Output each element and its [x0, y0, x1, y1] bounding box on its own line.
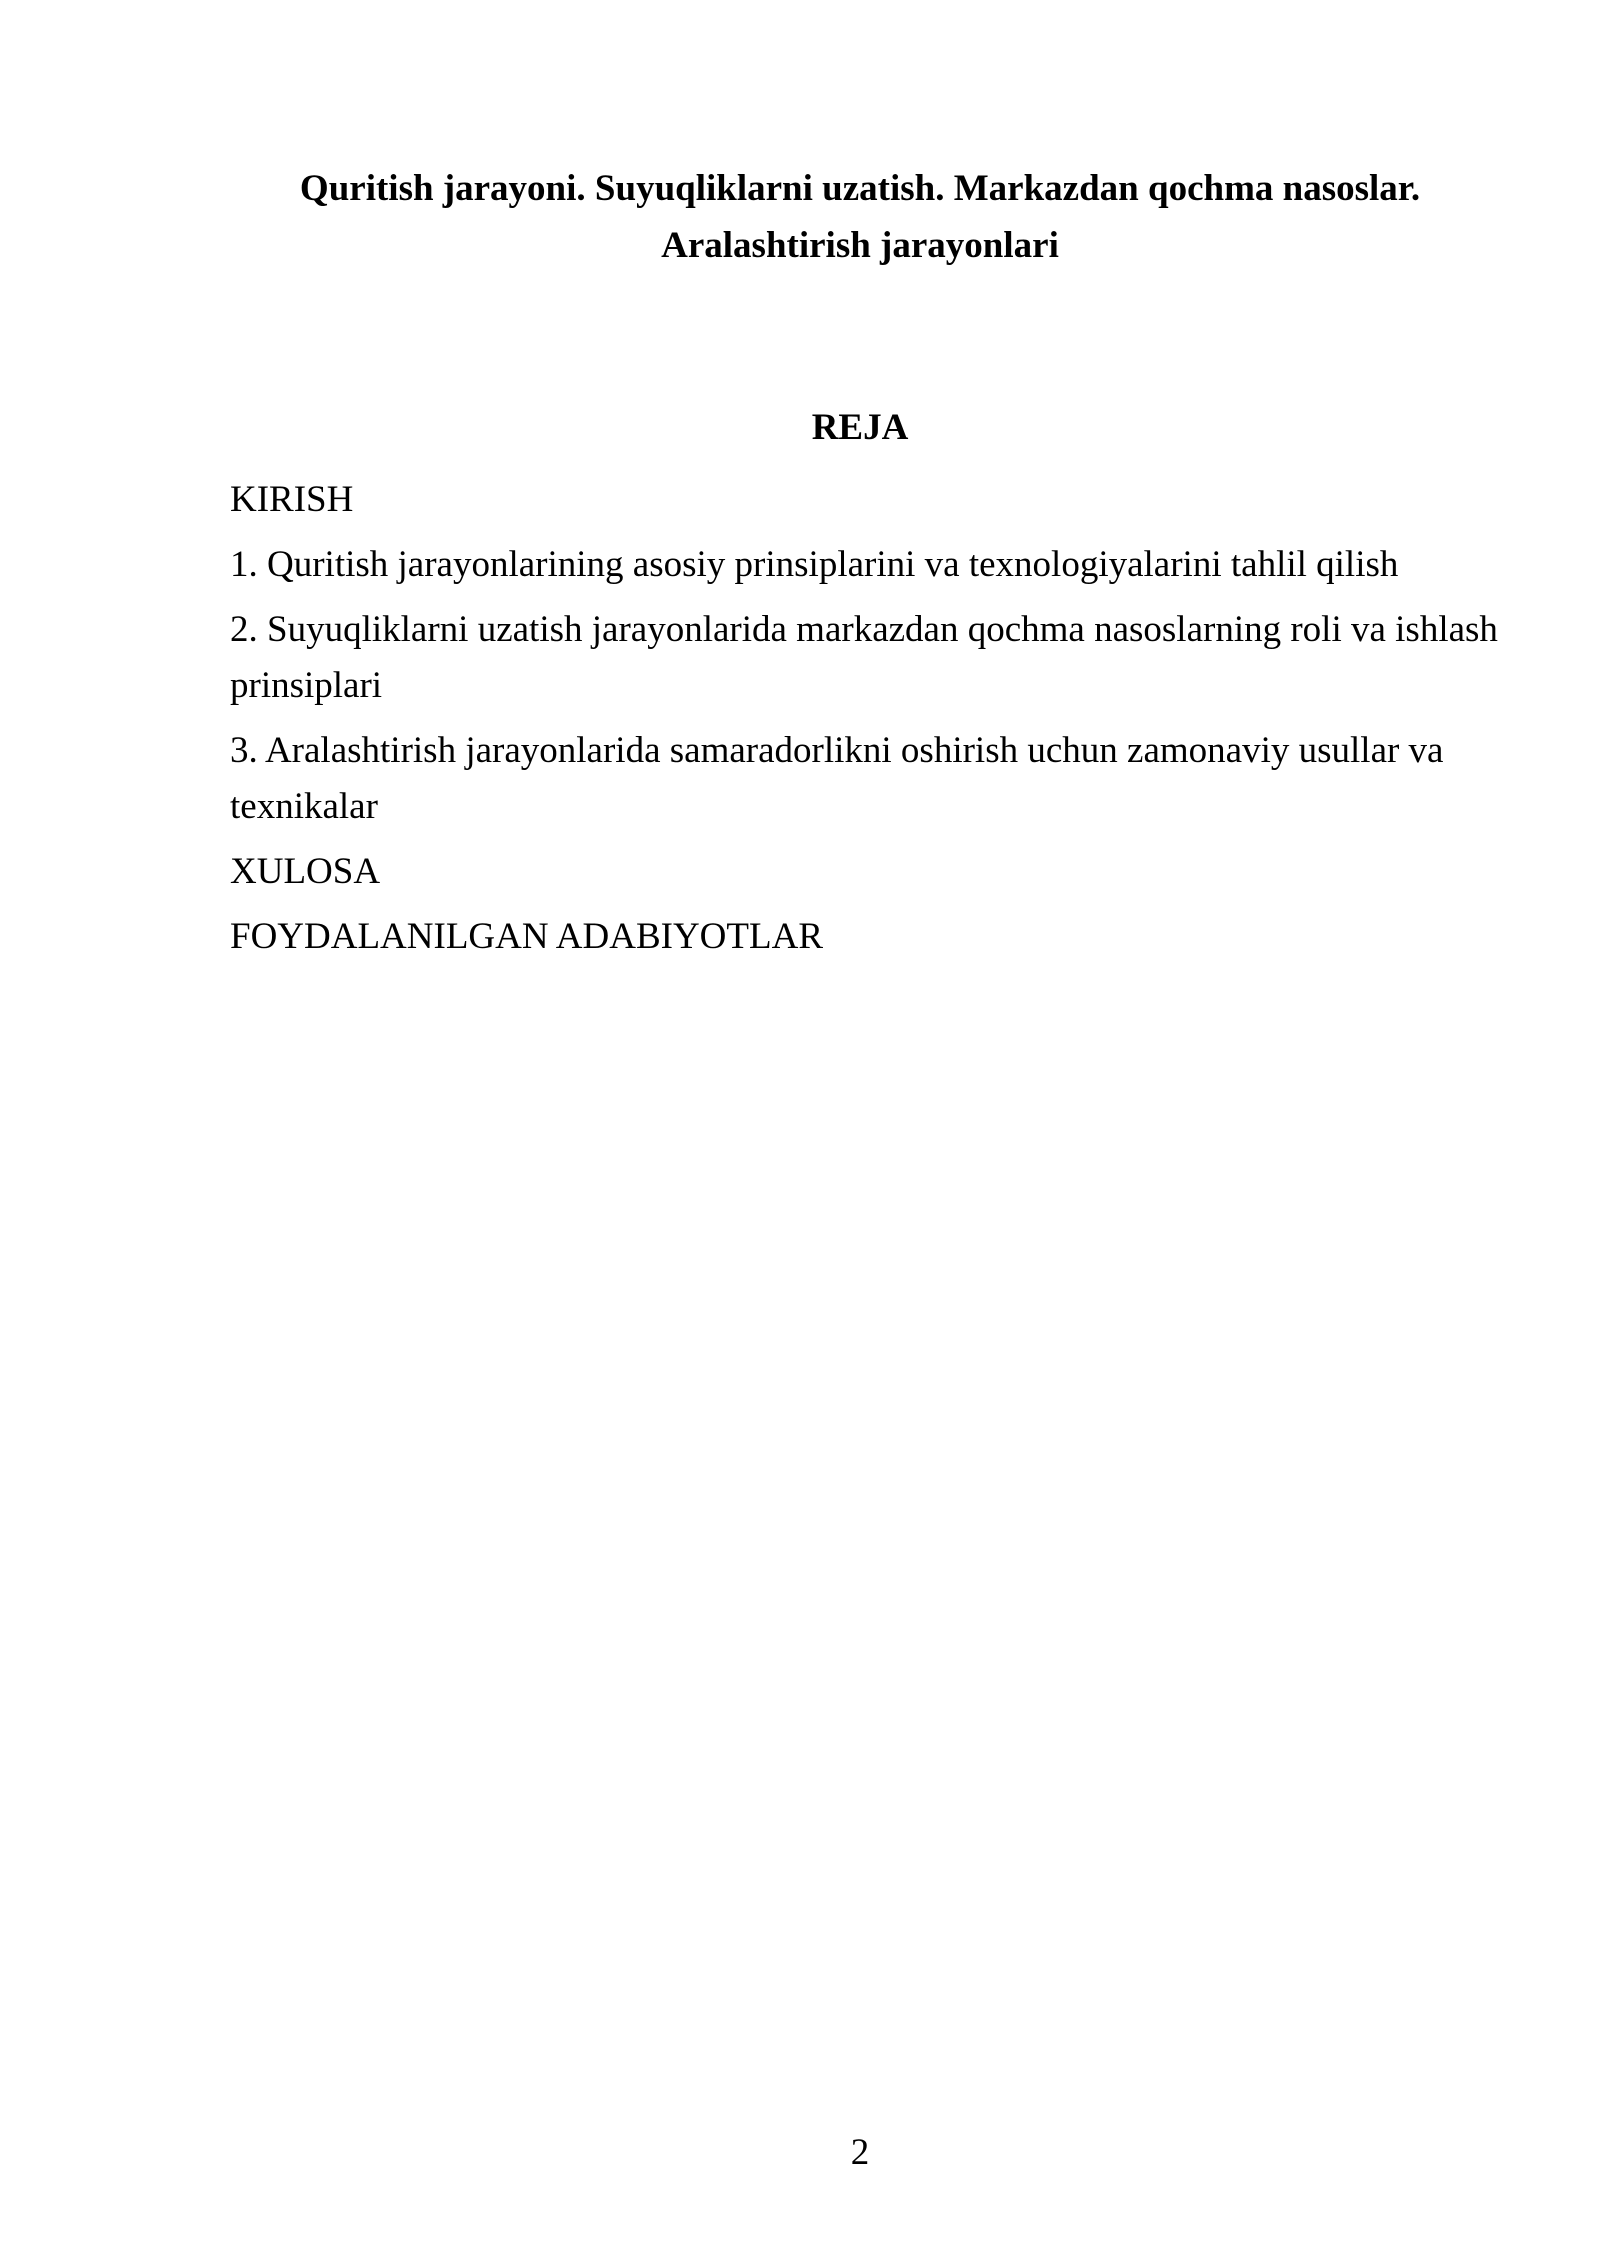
plan-item-3: 3. Aralashtirish jarayonlarida samaradorlikni oshirish uchun zamonaviy usullar va texnikalar [230, 730, 1444, 827]
document-title-line-1: Quritish jarayoni. Suyuqliklarni uzatish. Markazdan qochma nasoslar. [299, 168, 1421, 209]
plan-item-1: 1. Quritish jarayonlarining asosiy prinsiplarini va texnologiyalarini tahlil qilish [230, 544, 1399, 585]
plan-item-introduction: KIRISH [230, 479, 354, 520]
plan-item-references: FOYDALANILGAN ADABIYOTLAR [230, 916, 823, 957]
document-title [230, 160, 1490, 274]
plan-heading: REJA [811, 407, 909, 448]
page-number: 2 [850, 2132, 870, 2173]
plan-item-conclusion: XULOSA [230, 851, 381, 892]
plan-item-2: 2. Suyuqliklarni uzatish jarayonlarida markazdan qochma nasoslarning roli va ishlash prinsiplari [230, 609, 1498, 706]
plan-list [230, 472, 1500, 974]
document-title-line-2: Aralashtirish jarayonlari [661, 225, 1059, 266]
